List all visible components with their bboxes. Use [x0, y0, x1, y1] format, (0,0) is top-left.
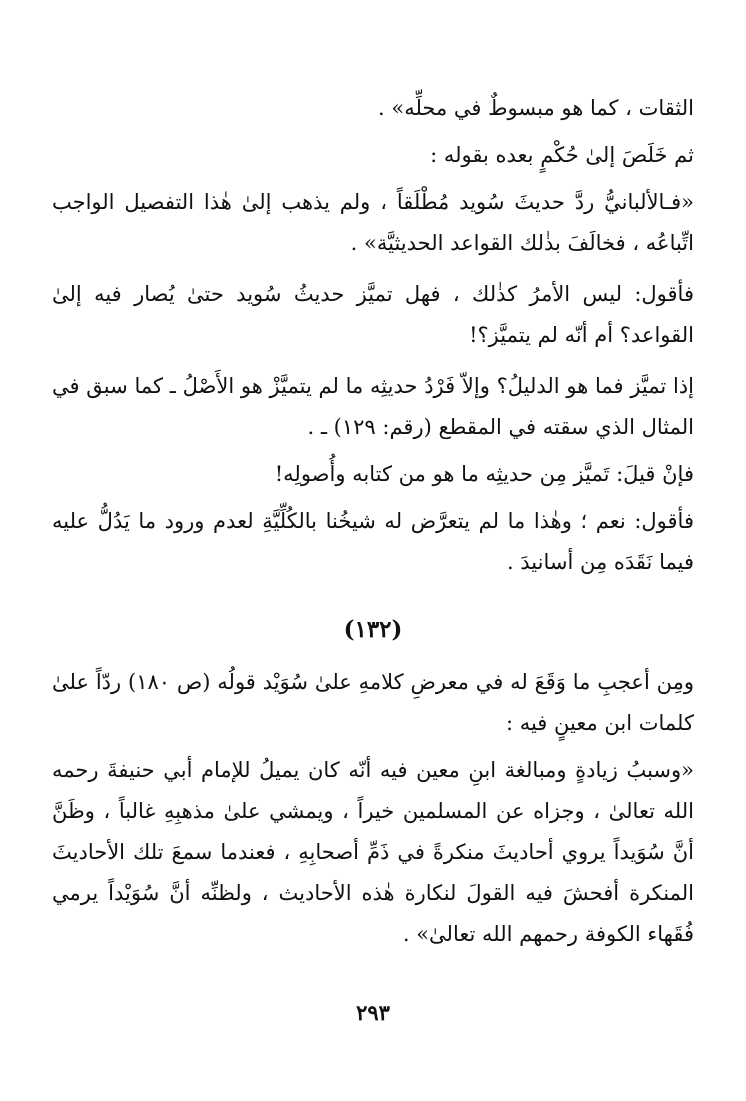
- paragraph-8: ومِن أعجبِ ما وَقَعَ له في معرضِ كلامهِ علىٰ سُوَيْد قولُه (ص ١٨٠) ردّاً علىٰ كلمات ابن معينٍ فيه :: [52, 670, 694, 735]
- page-number: ٢٩٣: [356, 1000, 390, 1025]
- paragraph-9: «وسببُ زيادةٍ ومبالغة ابنِ معين فيه أنّه كان يميلُ للإمام أبي حنيفةَ رحمه الله تعالىٰ ، وجزاه عن المسلمين خيراً ، ويمشي علىٰ مذهبِهِ غالباً ، وظَنَّ أنَّ سُوَيداً يروي أحاديثَ منكرةً في ذَمِّ أصحابِهِ ، فعندما سمعَ تلك الأحاديثَ المنكرة أفحشَ فيه القولَ لنكارة هٰذه الأحاديث ، ولظنِّه أنَّ سُوَيْداً يرمي فُقَهاء الكوفة رحمهم الله تعالىٰ» .: [52, 758, 694, 946]
- paragraph-2: ثم خَلَصَ إلىٰ حُكْمٍ بعده بقوله :: [430, 143, 694, 167]
- paragraph-1: الثقات ، كما هو مبسوطٌ في محلِّه» .: [378, 96, 694, 120]
- paragraph-7: فأقول: نعم ؛ وهٰذا ما لم يتعرَّض له شيخُنا بالكُلِّيَّةِ لعدم ورود ما يَدُلُّ عليه فيما نَقَدَه مِن أسانيدَ .: [52, 509, 694, 574]
- section-heading: (١٣٢): [343, 616, 403, 643]
- page-body: [52, 88, 694, 965]
- paragraph-4: فأقول: ليس الأمرُ كذٰلك ، فهل تميَّز حديثُ سُويد حتىٰ يُصار فيه إلىٰ القواعد؟ أم أنّه لم يتميَّز؟!: [52, 282, 694, 347]
- paragraph-6: فإنْ قيلَ: تَميَّز مِن حديثِه ما هو من كتابه وأُصولِه!: [274, 462, 694, 486]
- paragraph-3: «فـالألبانيُّ ردَّ حديثَ سُويد مُطْلَقاً ، ولم يذهب إلىٰ هٰذا التفصيل الواجب اتِّباعُه ، فخالَفَ بذٰلك القواعد الحديثيَّة» .: [52, 190, 694, 255]
- paragraph-5: إذا تميَّز فما هو الدليلُ؟ وإلاّ فَرْدُ حديثِه ما لم يتميَّزْ هو الأَصْلُ ـ كما سبق في المثال الذي سقته في المقطع (رقم: ١٢٩) ـ .: [52, 374, 694, 439]
